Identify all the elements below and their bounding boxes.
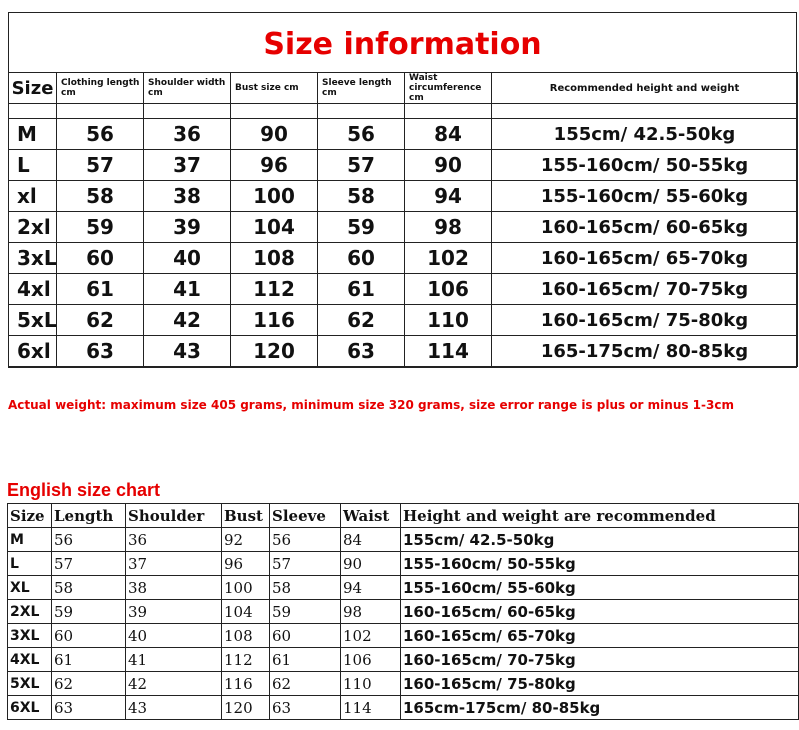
weight-note: Actual weight: maximum size 405 grams, minimum size 320 grams, size error range is plus or minus 1-3cm [8,398,734,412]
cell-shoulder: 42 [144,305,231,336]
cell-shoulder: 38 [144,181,231,212]
cell-size: 4xl [9,274,57,305]
cell-recommended: 155cm/ 42.5-50kg [492,119,798,150]
cell-size: L [9,150,57,181]
cell-length: 61 [52,648,126,672]
cell-shoulder: 43 [126,696,222,720]
cell-shoulder: 41 [126,648,222,672]
cell-recommended: 155-160cm/ 55-60kg [492,181,798,212]
spacer-cell [9,104,57,119]
cell-sleeve: 59 [270,600,341,624]
table-row [9,336,798,367]
cell-shoulder: 39 [126,600,222,624]
cell-sleeve: 62 [318,305,405,336]
spacer-cell [318,104,405,119]
header-bust: Bust [222,504,270,528]
cell-waist: 110 [341,672,401,696]
cell-length: 63 [57,336,144,367]
cell-size: 2xl [9,212,57,243]
cell-bust: 100 [231,181,318,212]
cell-shoulder: 41 [144,274,231,305]
table-header-row [8,504,799,528]
table-row [8,672,799,696]
table-row [9,119,798,150]
cell-length: 62 [52,672,126,696]
cell-size: 3XL [8,624,52,648]
cell-bust: 90 [231,119,318,150]
cell-length: 56 [57,119,144,150]
cell-shoulder: 36 [126,528,222,552]
cell-size: M [9,119,57,150]
cell-recommended: 160-165cm/ 65-70kg [492,243,798,274]
cell-sleeve: 58 [318,181,405,212]
cell-waist: 110 [405,305,492,336]
spacer-cell [144,104,231,119]
table-row [9,212,798,243]
cell-sleeve: 63 [270,696,341,720]
cell-bust: 92 [222,528,270,552]
cell-waist: 84 [405,119,492,150]
cell-waist: 102 [405,243,492,274]
cell-sleeve: 61 [270,648,341,672]
size-information-table [8,72,798,367]
cell-length: 61 [57,274,144,305]
header-bust: Bust size cm [231,73,318,104]
table-row [8,528,799,552]
table-row [8,576,799,600]
cell-recommended: 160-165cm/ 75-80kg [401,672,799,696]
cell-recommended: 160-165cm/ 75-80kg [492,305,798,336]
cell-bust: 108 [231,243,318,274]
header-waist: Waist [341,504,401,528]
cell-recommended: 160-165cm/ 70-75kg [492,274,798,305]
cell-shoulder: 37 [126,552,222,576]
cell-size: 4XL [8,648,52,672]
cell-waist: 90 [341,552,401,576]
header-size: Size [8,504,52,528]
cell-recommended: 155-160cm/ 55-60kg [401,576,799,600]
cell-shoulder: 40 [144,243,231,274]
cell-shoulder: 40 [126,624,222,648]
header-sleeve: Sleeve [270,504,341,528]
cell-shoulder: 42 [126,672,222,696]
header-waist: Waist circumference cm [405,73,492,104]
cell-waist: 98 [341,600,401,624]
cell-shoulder: 38 [126,576,222,600]
header-size: Size [9,73,57,104]
cell-waist: 94 [341,576,401,600]
cell-bust: 120 [222,696,270,720]
cell-bust: 104 [222,600,270,624]
cell-length: 59 [52,600,126,624]
cell-bust: 120 [231,336,318,367]
header-shoulder: Shoulder width cm [144,73,231,104]
english-size-chart-table [7,503,799,720]
spacer-cell [231,104,318,119]
cell-size: 6xl [9,336,57,367]
cell-size: xl [9,181,57,212]
cell-bust: 116 [222,672,270,696]
table-row [8,552,799,576]
cell-recommended: 155-160cm/ 50-55kg [401,552,799,576]
table-row [9,274,798,305]
cell-bust: 96 [231,150,318,181]
cell-waist: 114 [405,336,492,367]
header-sleeve: Sleeve length cm [318,73,405,104]
table-row [8,648,799,672]
cell-sleeve: 57 [270,552,341,576]
size-information-title: Size information [263,27,542,62]
cell-waist: 90 [405,150,492,181]
header-shoulder: Shoulder [126,504,222,528]
cell-sleeve: 62 [270,672,341,696]
cell-sleeve: 63 [318,336,405,367]
cell-sleeve: 56 [270,528,341,552]
cell-recommended: 165-175cm/ 80-85kg [492,336,798,367]
cell-size: 5XL [8,672,52,696]
cell-length: 58 [52,576,126,600]
cell-shoulder: 36 [144,119,231,150]
cell-recommended: 160-165cm/ 70-75kg [401,648,799,672]
cell-recommended: 155cm/ 42.5-50kg [401,528,799,552]
table-row [8,696,799,720]
cell-bust: 112 [231,274,318,305]
table-row [9,243,798,274]
cell-length: 59 [57,212,144,243]
cell-size: XL [8,576,52,600]
cell-bust: 100 [222,576,270,600]
cell-sleeve: 60 [270,624,341,648]
cell-bust: 108 [222,624,270,648]
cell-sleeve: 56 [318,119,405,150]
spacer-row [9,104,798,119]
cell-length: 60 [57,243,144,274]
size-information-panel [8,12,797,368]
cell-sleeve: 60 [318,243,405,274]
cell-length: 57 [52,552,126,576]
cell-waist: 106 [341,648,401,672]
english-size-chart-title: English size chart [7,480,161,500]
cell-size: 5xL [9,305,57,336]
cell-length: 62 [57,305,144,336]
cell-shoulder: 37 [144,150,231,181]
cell-length: 56 [52,528,126,552]
table-row [9,181,798,212]
cell-waist: 106 [405,274,492,305]
cell-size: 6XL [8,696,52,720]
cell-waist: 114 [341,696,401,720]
header-recommended: Recommended height and weight [492,73,798,104]
table-header-row [9,73,798,104]
cell-recommended: 160-165cm/ 60-65kg [401,600,799,624]
cell-length: 57 [57,150,144,181]
cell-recommended: 155-160cm/ 50-55kg [492,150,798,181]
cell-bust: 96 [222,552,270,576]
spacer-cell [405,104,492,119]
table-row [9,305,798,336]
cell-bust: 104 [231,212,318,243]
spacer-cell [492,104,798,119]
cell-waist: 102 [341,624,401,648]
cell-size: L [8,552,52,576]
cell-size: M [8,528,52,552]
cell-length: 58 [57,181,144,212]
table-row [8,600,799,624]
spacer-cell [57,104,144,119]
header-length: Length [52,504,126,528]
cell-recommended: 160-165cm/ 65-70kg [401,624,799,648]
cell-size: 3xL [9,243,57,274]
cell-sleeve: 57 [318,150,405,181]
header-recommended: Height and weight are recommended [401,504,799,528]
cell-shoulder: 43 [144,336,231,367]
cell-length: 60 [52,624,126,648]
cell-shoulder: 39 [144,212,231,243]
cell-length: 63 [52,696,126,720]
cell-sleeve: 61 [318,274,405,305]
cell-size: 2XL [8,600,52,624]
header-length: Clothing length cm [57,73,144,104]
cell-recommended: 160-165cm/ 60-65kg [492,212,798,243]
cell-sleeve: 58 [270,576,341,600]
cell-waist: 94 [405,181,492,212]
cell-waist: 84 [341,528,401,552]
table-row [8,624,799,648]
cell-waist: 98 [405,212,492,243]
cell-bust: 112 [222,648,270,672]
cell-sleeve: 59 [318,212,405,243]
cell-bust: 116 [231,305,318,336]
cell-recommended: 165cm-175cm/ 80-85kg [401,696,799,720]
table-row [9,150,798,181]
